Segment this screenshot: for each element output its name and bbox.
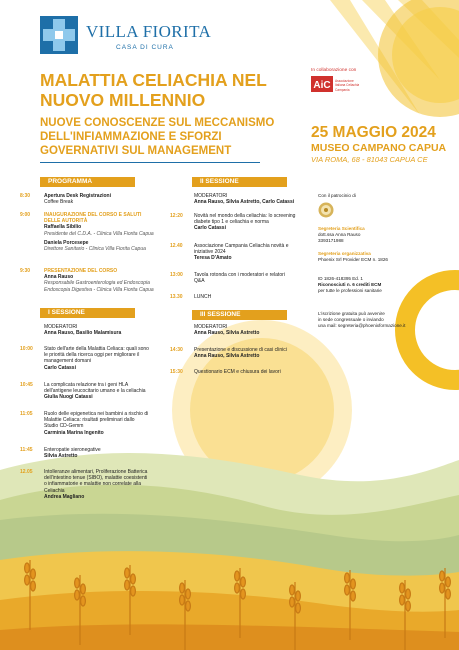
- subtitle-divider: [40, 162, 260, 163]
- row-text: Enteropatie sieronegative: [44, 447, 101, 453]
- section-heading-sessione-2: II SESSIONE: [192, 177, 287, 187]
- row-text: LUNCH: [194, 294, 212, 300]
- event-address: VIA ROMA, 68 - 81043 CAPUA CE: [311, 155, 428, 164]
- row-speaker: Silvia Astretto: [44, 453, 78, 460]
- organizing-secretariat: [318, 251, 388, 263]
- registration-email[interactable]: una mail: segreteria@phoenixformazione.it: [318, 322, 406, 328]
- row-body: Coffee Break: [44, 199, 74, 206]
- ecm-credits: Riconosciuti n. 6 crediti ECM: [318, 281, 382, 287]
- moderators-label: MODERATORI: [44, 324, 78, 330]
- row-speaker: Carminia Marina Ingenito: [44, 429, 104, 436]
- row-role-2: Direttore Sanitario - Clinica Villa Fiorita Capua: [44, 246, 146, 253]
- row-text: dell'antigene leucocitario umano e la celiachia: [44, 388, 146, 395]
- scientific-secretariat-phone: 3393171988: [318, 237, 344, 243]
- registration-note-line: in sede congressuale o inviando: [318, 316, 384, 322]
- row-time: 12.05: [20, 469, 33, 475]
- registration-note: [318, 311, 405, 328]
- moderators-names: Anna Rauso, Basilio Malamisura: [44, 330, 122, 337]
- row-text: Studio CD-Gemm: [44, 423, 84, 430]
- event-date: 25 MAGGIO 2024: [311, 124, 436, 141]
- organizing-secretariat-heading: Segreteria organizzativa: [318, 251, 371, 256]
- ecm-id: ID 1826-418395 Ed. 1: [318, 276, 363, 281]
- row-text: Presentazione e discussione di casi clinici: [194, 347, 287, 353]
- row-title: PRESENTAZIONE DEL CORSO: [44, 268, 118, 274]
- event-venue: MUSEO CAMPANO CAPUA: [311, 142, 447, 154]
- row-speaker: Carlo Catassi: [194, 225, 226, 232]
- row-text: iniziative 2024: [194, 249, 226, 256]
- aic-logo-icon: [311, 76, 359, 92]
- row-speaker: Giulia Nuogi Catassi: [44, 394, 93, 401]
- row-text: le priorità della ricerca oggi per migliorare il: [44, 352, 140, 359]
- svg-text:Italiana Celiachia: Italiana Celiachia: [335, 83, 359, 87]
- row-role: Presidente del C.D.A. - Clinica Villa Fiorita Capua: [44, 230, 154, 237]
- page-subtitle: [40, 116, 310, 158]
- organizing-secretariat-name: Phoenix Srl Provider ECM n. 1826: [318, 256, 388, 262]
- moderators-label: MODERATORI: [194, 193, 228, 199]
- row-text: Questionario ECM e chiusura dei lavori: [194, 369, 281, 375]
- row-text: Tavola rotonda con i moderatori e relatori: [194, 272, 285, 278]
- svg-text:Associazione: Associazione: [335, 79, 354, 83]
- row-time: 13.30: [170, 294, 183, 300]
- title-line-2: NUOVO MILLENNIO: [40, 90, 206, 110]
- subtitle-line-2: DELL'INFIAMMAZIONE E SFORZI: [40, 131, 222, 143]
- row-time: 9:00: [20, 212, 31, 218]
- moderators-label: MODERATORI: [194, 324, 228, 330]
- collaboration-label: In collaborazione con: [311, 68, 357, 73]
- row-time: 10:00: [20, 346, 33, 352]
- row-role-2: Endoscopia Digestiva - Clinica Villa Fiorita Capua: [44, 286, 154, 293]
- patronage-seal-icon: [318, 202, 334, 218]
- row-speaker: Anna Rauso: [44, 274, 74, 281]
- row-speaker: Carlo Catassi: [44, 364, 76, 371]
- scientific-secretariat: [318, 226, 365, 243]
- row-text: dell'intestino tenue (SIBO), malattie coesistenti: [44, 475, 148, 482]
- row-text: Stato dell'arte della Malattia Celiaca: quali sono: [44, 346, 149, 352]
- row-text: Q&A: [194, 278, 205, 285]
- row-title: Apertura Desk Registrazioni: [44, 193, 111, 199]
- row-time: 13:00: [170, 272, 183, 278]
- section-heading-sessione-3: III SESSIONE: [192, 310, 287, 320]
- row-speaker-2: Daniela Porcesepe: [44, 239, 89, 246]
- page-title: [40, 70, 290, 110]
- registration-note-line: L'iscrizione gratuita può avvenire: [318, 311, 385, 316]
- row-speaker: Teresa D'Amato: [194, 255, 232, 262]
- row-time: 10:45: [20, 382, 33, 388]
- row-time: 12:20: [170, 213, 183, 219]
- moderators-block: [44, 324, 194, 336]
- subtitle-line-3: GOVERNATIVI SUL MANAGEMENT: [40, 145, 232, 157]
- patronage-label: Con il patrocinio di: [318, 193, 356, 198]
- logo-name: VILLA FIORITA: [86, 22, 212, 41]
- svg-text:Campania: Campania: [335, 88, 350, 92]
- scientific-secretariat-name: dott.ssa Anna Rauso: [318, 231, 361, 237]
- section-heading-programma: PROGRAMMA: [40, 177, 135, 187]
- row-text: Novità nel mondo della celiachia: lo screening: [194, 213, 296, 219]
- title-line-1: MALATTIA CELIACHIA NEL: [40, 70, 267, 90]
- row-text: Intolleranze alimentari, Proliferazione Batterica: [44, 469, 148, 475]
- ecm-info: [318, 276, 382, 293]
- row-role: Responsabile Gastroenterologia ed Endoscopia: [44, 280, 150, 287]
- row-text: management domani: [44, 358, 91, 365]
- row-text: Celiachia: [44, 487, 65, 494]
- ecm-target: per tutte le professioni sanitarie: [318, 287, 382, 293]
- section-heading-sessione-1: I SESSIONE: [40, 308, 135, 318]
- moderators-names: Anna Rauso, Silvia Astretto: [194, 330, 260, 337]
- logo-subtitle: CASA DI CURA: [116, 44, 174, 51]
- moderators-names: Anna Rauso, Silvia Astretto, Carlo Catassi: [194, 199, 295, 206]
- row-text: diabete tipo 1 e celiachia e norma: [194, 219, 269, 226]
- scientific-secretariat-heading: Segreteria Scientifica: [318, 226, 365, 231]
- row-speaker: Andrea Magliano: [44, 493, 85, 500]
- row-title: INAUGURAZIONE DEL CORSO E SALUTI: [44, 212, 142, 218]
- svg-text:AiC: AiC: [313, 80, 331, 91]
- row-speaker: Anna Rauso, Silvia Astretto: [194, 353, 260, 360]
- row-title-2: DELLE AUTORITÀ: [44, 218, 88, 225]
- row-time: 11:05: [20, 411, 33, 417]
- row-text: La complicata relazione tra i geni HLA: [44, 382, 129, 388]
- moderators-block: [194, 324, 314, 336]
- row-time: 11:45: [20, 447, 33, 453]
- row-time: 9:30: [20, 268, 31, 274]
- subtitle-line-1: NUOVE CONOSCENZE SUL MECCANISMO: [40, 117, 275, 129]
- row-speaker: Raffaella Sibilio: [44, 224, 82, 231]
- row-text: o infiammatorie e malattie non correlate alla: [44, 481, 141, 488]
- row-time: 12.40: [170, 243, 183, 249]
- row-time: 8:30: [20, 193, 31, 199]
- row-text: Malattie Celiaca: risultati preliminari dallo: [44, 417, 135, 424]
- row-time: 14:30: [170, 347, 183, 353]
- ring-right: [405, 280, 459, 380]
- row-text: Associazione Campania Celiachia novità e: [194, 243, 289, 249]
- row-time: 15:30: [170, 369, 183, 375]
- villa-fiorita-logo-icon: [40, 16, 78, 54]
- row-text: Ruolo delle epigenetica nei bambini a rischio di: [44, 411, 149, 417]
- moderators-block: [194, 193, 314, 205]
